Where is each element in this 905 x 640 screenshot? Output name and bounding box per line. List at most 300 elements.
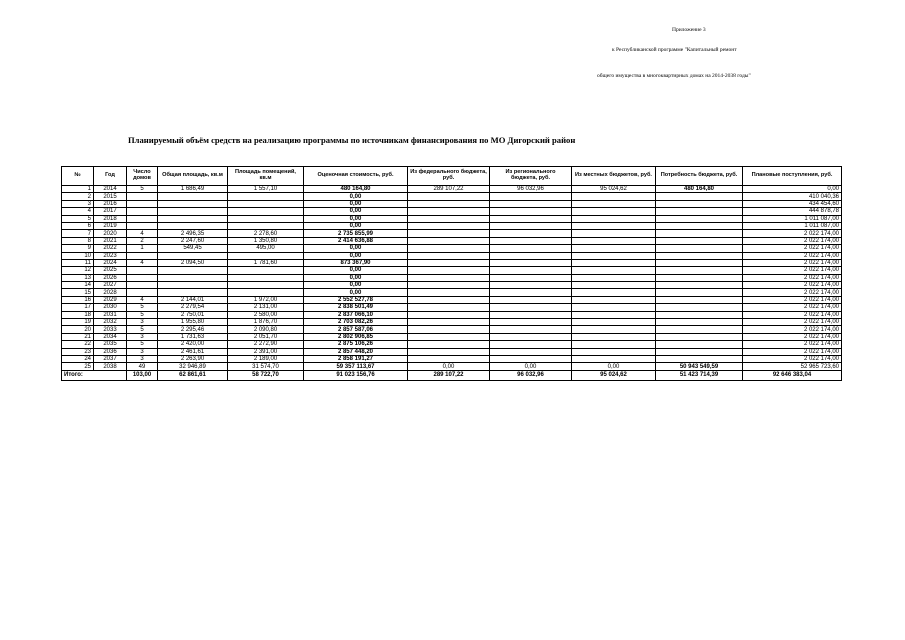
table-cell: 2 857 587,06	[304, 326, 408, 333]
table-cell: 0,00	[304, 252, 408, 259]
table-cell: 2	[62, 193, 94, 200]
table-cell	[656, 304, 743, 311]
table-cell	[572, 282, 656, 289]
column-header: Оценочная стоимость, руб.	[304, 167, 408, 186]
table-cell	[490, 230, 572, 237]
table-cell: 2 295,46	[158, 326, 228, 333]
table-cell	[490, 222, 572, 229]
table-cell: 0,00	[408, 363, 490, 370]
table-cell: 32 946,89	[158, 363, 228, 370]
table-cell	[490, 245, 572, 252]
table-row	[62, 311, 842, 318]
table-cell	[127, 289, 158, 296]
table-cell	[490, 200, 572, 207]
table-cell	[127, 252, 158, 259]
table-cell: 2 094,50	[158, 259, 228, 266]
table-cell: 0,00	[304, 282, 408, 289]
table-cell: 2 022 174,00	[743, 319, 842, 326]
table-cell	[572, 296, 656, 303]
table-cell: 2 414 636,88	[304, 237, 408, 244]
table-cell: 14	[62, 282, 94, 289]
table-cell: 2 279,54	[158, 304, 228, 311]
table-cell	[408, 319, 490, 326]
table-cell: 2 022 174,00	[743, 304, 842, 311]
table-cell: 410 040,36	[743, 193, 842, 200]
table-cell: 19	[62, 319, 94, 326]
table-cell: 2038	[94, 363, 127, 370]
table-cell: 0,00	[572, 363, 656, 370]
table-cell: 4	[127, 230, 158, 237]
table-row	[62, 259, 842, 266]
table-cell	[572, 208, 656, 215]
column-header: Из регионального бюджета, руб.	[490, 167, 572, 186]
table-cell	[572, 348, 656, 355]
total-cell: 92 646 383,04	[743, 370, 842, 380]
table-cell: 480 164,80	[656, 186, 743, 193]
table-cell	[490, 259, 572, 266]
table-cell: 2 838 501,49	[304, 304, 408, 311]
table-cell	[490, 333, 572, 340]
table-cell	[408, 296, 490, 303]
table-cell: 2036	[94, 348, 127, 355]
table-cell	[656, 245, 743, 252]
table-cell	[656, 230, 743, 237]
table-cell	[490, 274, 572, 281]
total-cell: 289 107,22	[408, 370, 490, 380]
table-cell	[490, 267, 572, 274]
total-cell: 51 423 714,39	[656, 370, 743, 380]
table-cell: 2020	[94, 230, 127, 237]
table-cell	[572, 215, 656, 222]
table-cell	[127, 208, 158, 215]
table-cell: 2 051,70	[228, 333, 304, 340]
table-cell: 59 357 113,67	[304, 363, 408, 370]
table-cell: 1 972,00	[228, 296, 304, 303]
table-cell: 873 367,90	[304, 259, 408, 266]
table-cell	[127, 267, 158, 274]
table-cell: 95 024,62	[572, 186, 656, 193]
table-cell: 15	[62, 289, 94, 296]
table-row	[62, 186, 842, 193]
table-cell: 2 420,00	[158, 341, 228, 348]
table-row	[62, 333, 842, 340]
table-cell: 2 263,90	[158, 355, 228, 362]
table-cell: 2033	[94, 326, 127, 333]
table-total	[62, 370, 842, 380]
table-cell	[228, 208, 304, 215]
table-cell: 2031	[94, 311, 127, 318]
table-row	[62, 200, 842, 207]
table-row	[62, 274, 842, 281]
table-cell: 10	[62, 252, 94, 259]
column-header: Из федерального бюджета, руб.	[408, 167, 490, 186]
table-row	[62, 282, 842, 289]
table-cell: 2 022 174,00	[743, 274, 842, 281]
table-cell	[158, 282, 228, 289]
document-title: Планируемый объём средств на реализацию программы по источникам финансирования по МО Дигорский район	[128, 135, 576, 145]
table-cell	[408, 267, 490, 274]
table-cell: 0,00	[304, 193, 408, 200]
table-cell: 0,00	[304, 245, 408, 252]
table-cell: 2 875 106,26	[304, 341, 408, 348]
table-cell	[656, 341, 743, 348]
table-cell	[572, 326, 656, 333]
table-cell: 2023	[94, 252, 127, 259]
table-cell: 2037	[94, 355, 127, 362]
table-cell	[408, 311, 490, 318]
table-cell	[572, 319, 656, 326]
table-cell: 12	[62, 267, 94, 274]
table-cell: 2 552 527,78	[304, 296, 408, 303]
table-cell	[490, 311, 572, 318]
column-header: Плановые поступления, руб.	[743, 167, 842, 186]
table-cell: 480 164,80	[304, 186, 408, 193]
table-cell: 2 022 174,00	[743, 326, 842, 333]
table-cell	[656, 252, 743, 259]
table-cell	[408, 230, 490, 237]
table-cell	[158, 193, 228, 200]
table-cell	[127, 215, 158, 222]
table-cell: 0,00	[490, 363, 572, 370]
table-cell: 9	[62, 245, 94, 252]
financing-table	[61, 166, 842, 381]
table-cell	[408, 274, 490, 281]
table-cell: 24	[62, 355, 94, 362]
table-cell	[572, 200, 656, 207]
table-cell	[656, 282, 743, 289]
table-cell	[408, 355, 490, 362]
table-cell	[228, 274, 304, 281]
table-cell: 5	[127, 326, 158, 333]
table-cell: 1 955,80	[158, 319, 228, 326]
table-cell	[408, 245, 490, 252]
table-cell: 96 032,96	[490, 186, 572, 193]
table-cell: 4	[127, 259, 158, 266]
table-cell: 7	[62, 230, 94, 237]
table-cell	[158, 289, 228, 296]
table-cell: 0,00	[304, 274, 408, 281]
table-cell	[408, 208, 490, 215]
table-cell	[408, 222, 490, 229]
table-cell: 6	[62, 222, 94, 229]
table-cell	[656, 215, 743, 222]
column-header: Потребность бюджета, руб.	[656, 167, 743, 186]
table-cell	[408, 326, 490, 333]
table-cell: 2018	[94, 215, 127, 222]
table-cell: 289 107,22	[408, 186, 490, 193]
table-cell: 2 022 174,00	[743, 259, 842, 266]
table-cell	[228, 252, 304, 259]
total-cell: 62 861,61	[158, 370, 228, 380]
table-cell: 434 454,60	[743, 200, 842, 207]
table-cell	[490, 355, 572, 362]
table-cell: 2028	[94, 289, 127, 296]
table-row	[62, 230, 842, 237]
table-cell: 5	[62, 215, 94, 222]
table-cell	[158, 208, 228, 215]
table-cell	[490, 326, 572, 333]
table-cell: 2022	[94, 245, 127, 252]
table-cell: 22	[62, 341, 94, 348]
table-cell: 2019	[94, 222, 127, 229]
column-header: Площадь помещений, кв.м	[228, 167, 304, 186]
table-cell: 2 022 174,00	[743, 341, 842, 348]
table-cell: 2030	[94, 304, 127, 311]
table-cell: 2 461,61	[158, 348, 228, 355]
program-reference-line-2: общего имущества в многоквартирных домах на 2014-2038 годы"	[597, 73, 751, 79]
table-cell: 2 022 174,00	[743, 311, 842, 318]
table-cell: 2 022 174,00	[743, 289, 842, 296]
table-cell: 2 022 174,00	[743, 245, 842, 252]
table-row	[62, 289, 842, 296]
table-cell	[158, 200, 228, 207]
column-header: №	[62, 167, 94, 186]
table-cell	[572, 289, 656, 296]
total-label: Итого:	[62, 370, 127, 380]
table-cell: 2034	[94, 333, 127, 340]
table-cell	[572, 267, 656, 274]
table-cell: 8	[62, 237, 94, 244]
table-cell: 495,00	[228, 245, 304, 252]
table-cell: 3	[127, 348, 158, 355]
table-cell: 2015	[94, 193, 127, 200]
table-cell	[490, 341, 572, 348]
table-cell	[490, 237, 572, 244]
table-cell	[490, 282, 572, 289]
table-cell: 2 022 174,00	[743, 230, 842, 237]
appendix-label: Приложение 3	[672, 27, 706, 33]
table-cell: 2 496,35	[158, 230, 228, 237]
table-cell	[228, 267, 304, 274]
table-cell: 5	[127, 311, 158, 318]
table-cell: 3	[127, 319, 158, 326]
table-cell	[127, 222, 158, 229]
table-cell: 0,00	[304, 208, 408, 215]
table-cell: 0,00	[304, 222, 408, 229]
table-cell	[656, 259, 743, 266]
table-row	[62, 355, 842, 362]
table-cell	[490, 193, 572, 200]
table-row	[62, 252, 842, 259]
table-cell	[490, 296, 572, 303]
table-cell: 3	[62, 200, 94, 207]
table-cell: 1 781,60	[228, 259, 304, 266]
table-cell	[408, 259, 490, 266]
table-cell	[572, 259, 656, 266]
table-cell: 0,00	[304, 289, 408, 296]
program-reference-line: к Республиканской программе "Капитальный ремонт	[612, 47, 737, 53]
table-cell: 2 144,01	[158, 296, 228, 303]
table-cell	[490, 348, 572, 355]
table-cell	[228, 200, 304, 207]
table-cell: 0,00	[304, 200, 408, 207]
table-cell	[127, 193, 158, 200]
table-cell: 31 574,70	[228, 363, 304, 370]
table-cell	[656, 208, 743, 215]
column-header: Из местных бюджетов, руб.	[572, 167, 656, 186]
table-cell: 2016	[94, 200, 127, 207]
table-cell	[656, 200, 743, 207]
table-cell: 23	[62, 348, 94, 355]
table-cell: 1	[127, 245, 158, 252]
table-cell: 5	[127, 341, 158, 348]
table-cell: 16	[62, 296, 94, 303]
table-cell: 4	[127, 296, 158, 303]
table-cell	[490, 289, 572, 296]
table-cell	[656, 326, 743, 333]
table-row	[62, 296, 842, 303]
table-cell: 2014	[94, 186, 127, 193]
table-cell	[158, 267, 228, 274]
table-cell	[572, 355, 656, 362]
table-cell: 2 022 174,00	[743, 296, 842, 303]
table-cell	[228, 222, 304, 229]
table-cell: 52 965 723,60	[743, 363, 842, 370]
table-cell	[158, 274, 228, 281]
table-cell: 549,45	[158, 245, 228, 252]
table-cell	[490, 208, 572, 215]
total-cell: 58 722,70	[228, 370, 304, 380]
table-cell	[656, 311, 743, 318]
table-cell	[656, 274, 743, 281]
table-row	[62, 267, 842, 274]
table-row	[62, 348, 842, 355]
table-cell	[408, 333, 490, 340]
total-cell: 96 032,96	[490, 370, 572, 380]
table-row	[62, 319, 842, 326]
table-cell	[408, 193, 490, 200]
table-cell	[572, 245, 656, 252]
table-cell: 2 735 855,99	[304, 230, 408, 237]
table-cell: 2 857 448,20	[304, 348, 408, 355]
table-cell: 21	[62, 333, 94, 340]
table-cell	[656, 348, 743, 355]
table-cell: 18	[62, 311, 94, 318]
table-cell	[656, 267, 743, 274]
table-cell	[408, 348, 490, 355]
table-cell	[408, 237, 490, 244]
table-cell	[656, 319, 743, 326]
table-cell	[656, 237, 743, 244]
table-row	[62, 304, 842, 311]
table-cell: 2 022 174,00	[743, 252, 842, 259]
table-row	[62, 341, 842, 348]
table-cell: 1 876,70	[228, 319, 304, 326]
table-cell: 2025	[94, 267, 127, 274]
table-cell: 1	[62, 186, 94, 193]
table-cell: 1 557,10	[228, 186, 304, 193]
table-cell: 2 022 174,00	[743, 267, 842, 274]
table-cell	[228, 215, 304, 222]
table-cell	[127, 274, 158, 281]
table-cell	[408, 289, 490, 296]
table-cell	[228, 289, 304, 296]
table-row	[62, 237, 842, 244]
table-cell: 2 272,90	[228, 341, 304, 348]
table-cell: 13	[62, 274, 94, 281]
table-cell: 17	[62, 304, 94, 311]
table-row	[62, 208, 842, 215]
table-cell	[158, 252, 228, 259]
table-cell: 20	[62, 326, 94, 333]
table-cell: 1 011 087,00	[743, 222, 842, 229]
column-header: Общая площадь, кв.м	[158, 167, 228, 186]
table-cell	[656, 355, 743, 362]
table-cell	[572, 222, 656, 229]
table-cell	[572, 333, 656, 340]
table-cell: 5	[127, 304, 158, 311]
table-cell	[228, 282, 304, 289]
table-header	[62, 167, 842, 186]
table-cell: 1 350,80	[228, 237, 304, 244]
table-cell	[656, 333, 743, 340]
table-cell: 4	[62, 208, 94, 215]
table-cell: 2 580,00	[228, 311, 304, 318]
table-cell: 2032	[94, 319, 127, 326]
table-cell: 25	[62, 363, 94, 370]
table-cell	[408, 282, 490, 289]
table-cell: 0,00	[304, 215, 408, 222]
table-cell	[127, 282, 158, 289]
table-cell: 2 090,80	[228, 326, 304, 333]
table-cell: 1 011 087,00	[743, 215, 842, 222]
table-cell: 2	[127, 237, 158, 244]
table-cell	[656, 222, 743, 229]
table-row	[62, 245, 842, 252]
table-cell	[408, 200, 490, 207]
table-cell: 0,00	[743, 186, 842, 193]
table-cell: 2 131,00	[228, 304, 304, 311]
table-cell: 2 022 174,00	[743, 237, 842, 244]
table-cell: 2035	[94, 341, 127, 348]
table-cell: 3	[127, 333, 158, 340]
table-cell: 1 686,49	[158, 186, 228, 193]
table-cell	[127, 200, 158, 207]
table-cell: 2029	[94, 296, 127, 303]
table-cell: 2 189,00	[228, 355, 304, 362]
table-cell: 2 750,01	[158, 311, 228, 318]
table-cell	[572, 237, 656, 244]
table-cell: 2 247,60	[158, 237, 228, 244]
table-cell	[656, 193, 743, 200]
table-cell: 2 858 191,27	[304, 355, 408, 362]
total-cell: 95 024,62	[572, 370, 656, 380]
table-cell	[572, 193, 656, 200]
table-cell	[572, 274, 656, 281]
table-row	[62, 222, 842, 229]
column-header: Год	[94, 167, 127, 186]
table-cell	[572, 252, 656, 259]
total-cell: 103,00	[127, 370, 158, 380]
table-row	[62, 363, 842, 370]
table-cell	[490, 215, 572, 222]
table-cell: 2 703 082,26	[304, 319, 408, 326]
table-cell: 2 278,60	[228, 230, 304, 237]
table-cell: 2 837 066,10	[304, 311, 408, 318]
table-cell	[408, 304, 490, 311]
table-cell: 2 391,00	[228, 348, 304, 355]
table-cell: 2027	[94, 282, 127, 289]
table-cell	[572, 304, 656, 311]
table-cell: 3	[127, 355, 158, 362]
table-cell: 2 022 174,00	[743, 348, 842, 355]
table-cell: 2 022 174,00	[743, 333, 842, 340]
table-cell	[490, 319, 572, 326]
table-cell: 11	[62, 259, 94, 266]
table-cell	[656, 289, 743, 296]
table-cell: 444 878,78	[743, 208, 842, 215]
table-cell: 49	[127, 363, 158, 370]
